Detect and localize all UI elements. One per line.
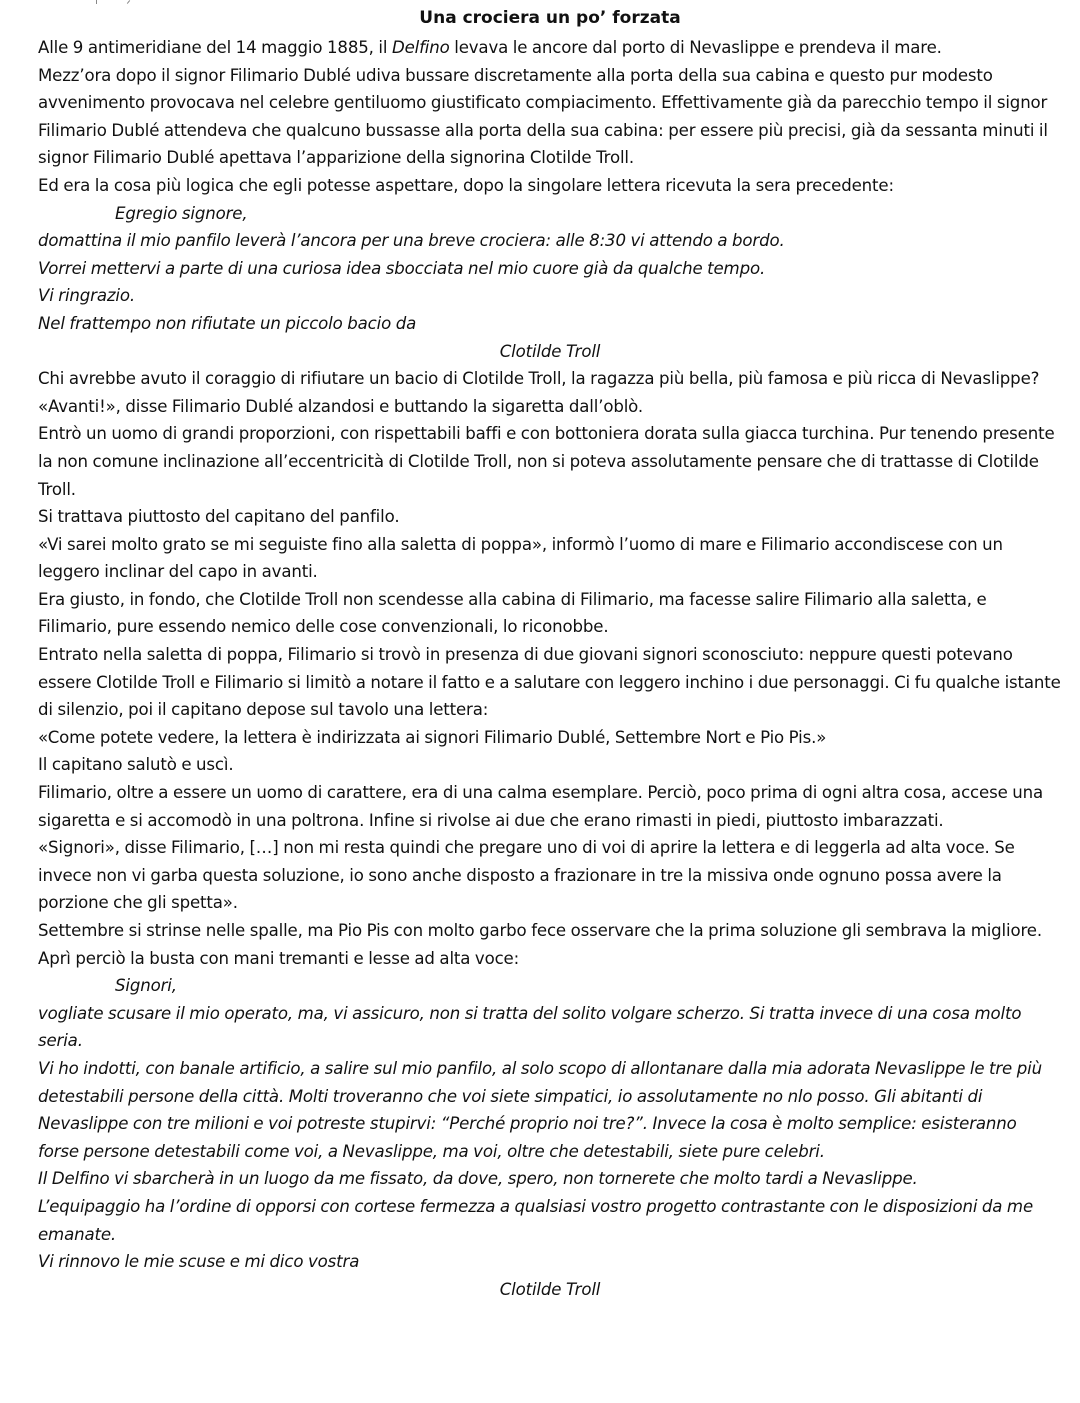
paragraph: Era giusto, in fondo, che Clotilde Troll non scendesse alla cabina di Filimario, ma facesse salire Filimario alla saletta, e Filimario, pure essendo nemico delle cose convenzionali, lo riconobbe. <box>38 589 987 637</box>
letter-line: L’equipaggio ha l’ordine di opporsi con cortese fermezza a qualsiasi vostro progetto contrastante con le disposizioni da me emanate. <box>38 1196 1034 1244</box>
body-paragraphs <box>38 62 1062 1304</box>
letter-line: Nel frattempo non rifiutate un piccolo bacio da <box>38 313 417 333</box>
letter-line: Il Delfino vi sbarcherà in un luogo da me fissato, da dove, spero, non tornerete che molto tardi a Nevaslippe. <box>38 1169 918 1189</box>
paragraph: Si trattava piuttosto del capitano del panfilo. <box>38 507 400 527</box>
letter-signature: Clotilde Troll <box>499 1279 601 1299</box>
letter-signature: Clotilde Troll <box>499 341 601 361</box>
letter-line: Vi ho indotti, con banale artificio, a salire sul mio panfilo, al solo scopo di allontanare dalla mia adorata Nevaslippe le tre più detestabili persone della città. Molti troveranno che voi siete simpatici, io assolutamente no nlo posso. Gli abitanti di Nevaslippe con tre milioni e voi potreste stupirvi: “Perché proprio noi tre?”. Invece la cosa è molto semplice: esisteranno forse persone detestabili come voi, a Nevaslippe, ma voi, oltre che detestabili, siete pure celebri. <box>38 1058 1042 1161</box>
paragraph-opening <box>38 34 1062 62</box>
paragraph: Mezz’ora dopo il signor Filimario Dublé udiva bussare discretamente alla porta della sua cabina e questo pur modesto avvenimento provocava nel celebre gentiluomo giustificato compiacimento. Effettivamente già da parecchio tempo il signor Filimario Dublé attendeva che qualcuno bussasse alla porta della sua cabina: per essere più precisi, già da sessanta minuti il signor Filimario Dublé apettava l’apparizione della signorina Clotilde Troll. <box>38 65 1048 168</box>
opening-text-after: levava le ancore dal porto di Nevaslippe e prendeva il mare. <box>449 38 942 57</box>
scan-edge-mark <box>96 0 97 4</box>
letter-line: Vorrei mettervi a parte di una curiosa idea sbocciata nel mio cuore già da qualche tempo. <box>38 258 766 278</box>
paragraph: Entrò un uomo di grandi proporzioni, con rispettabili baffi e con bottoniera dorata sulla giacca turchina. Pur tenendo presente la non comune inclinazione all’eccentricità di Clotilde Troll, non si poteva assolutamente pensare che di trattasse di Clotilde Troll. <box>38 424 1055 499</box>
paragraph: «Come potete vedere, la lettera è indirizzata ai signori Filimario Dublé, Settembre Nort e Pio Pis.» <box>38 727 827 747</box>
letter-salutation: Signori, <box>115 976 177 996</box>
document-page <box>38 6 1062 1303</box>
scan-edge-mark <box>127 0 130 4</box>
page-title: Una crociera un po’ forzata <box>419 8 681 28</box>
paragraph: Ed era la cosa più logica che egli potesse aspettare, dopo la singolare lettera ricevuta la sera precedente: <box>38 175 894 195</box>
paragraph: «Avanti!», disse Filimario Dublé alzandosi e buttando la sigaretta dall’oblò. <box>38 396 643 416</box>
paragraph: «Signori», disse Filimario, […] non mi resta quindi che pregare uno di voi di aprire la lettera e di leggerla ad alta voce. Se invece non vi garba questa soluzione, io sono anche disposto a frazionare in tre la missiva onde ognuno possa avere la porzione che gli spetta». <box>38 838 1015 913</box>
letter-line: domattina il mio panfilo leverà l’ancora per una breve crociera: alle 8:30 vi attendo a bordo. <box>38 231 785 251</box>
paragraph: Chi avrebbe avuto il coraggio di rifiutare un bacio di Clotilde Troll, la ragazza più bella, più famosa e più ricca di Nevaslippe? <box>38 369 1040 389</box>
paragraph: «Vi sarei molto grato se mi seguiste fino alla saletta di poppa», informò l’uomo di mare e Filimario accondiscese con un leggero inclinar del capo in avanti. <box>38 534 1003 582</box>
opening-text-before: Alle 9 antimeridiane del 14 maggio 1885, il <box>38 38 392 57</box>
paragraph: Il capitano salutò e uscì. <box>38 755 234 775</box>
letter-line: Vi rinnovo le mie scuse e mi dico vostra <box>38 1252 360 1272</box>
paragraph: Entrato nella saletta di poppa, Filimario si trovò in presenza di due giovani signori sconosciuto: neppure questi potevano essere Clotilde Troll e Filimario si limitò a notare il fatto e a salutare con leggero inchino i due personaggi. Ci fu qualche istante di silenzio, poi il capitano depose sul tavolo una lettera: <box>38 645 1061 720</box>
paragraph: Settembre si strinse nelle spalle, ma Pio Pis con molto garbo fece osservare che la prima soluzione gli sembrava la migliore. Aprì perciò la busta con mani tremanti e lesse ad alta voce: <box>38 921 1042 968</box>
letter-salutation: Egregio signore, <box>115 203 248 223</box>
paragraph: Filimario, oltre a essere un uomo di carattere, era di una calma esemplare. Perciò, poco prima di ogni altra cosa, accese una sigaretta e si accomodò in una poltrona. Infine si rivolse ai due che erano rimasti in piedi, piuttosto imbarazzati. <box>38 783 1044 830</box>
letter-line: vogliate scusare il mio operato, ma, vi assicuro, non si tratta del solito volgare scherzo. Si tratta invece di una cosa molto seria. <box>38 1003 1022 1051</box>
ship-name: Delfino <box>391 38 450 57</box>
letter-line: Vi ringrazio. <box>38 286 136 306</box>
